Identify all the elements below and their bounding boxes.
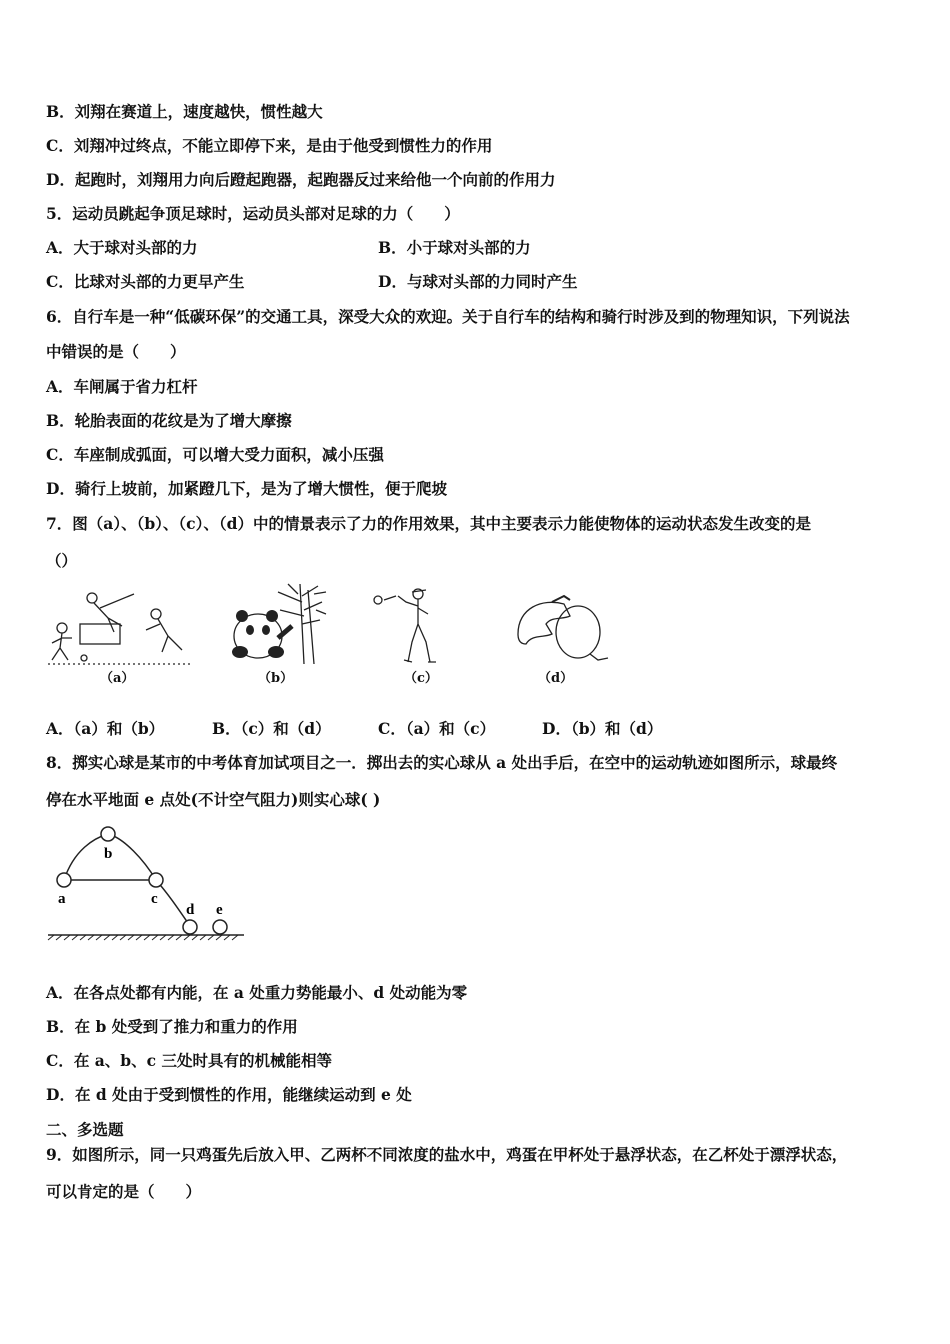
- q6-option-b: B．轮胎表面的花纹是为了增大摩擦: [46, 411, 292, 430]
- q7-caption-c: （c）: [404, 671, 438, 686]
- label-a: a: [58, 891, 66, 907]
- q7-option-a: A．（a）和（b）: [46, 719, 165, 738]
- q7-option-c: C．（a）和（c）: [378, 719, 496, 738]
- ball-e: [213, 920, 227, 934]
- q7-stem-line2: （）: [46, 551, 78, 570]
- q5-stem: 5．运动员跳起争顶足球时，运动员头部对足球的力（ ）: [46, 204, 460, 223]
- q5-option-d: D．与球对头部的力同时产生: [378, 272, 578, 291]
- q8-trajectory-figure: [44, 820, 248, 944]
- label-e: e: [216, 902, 223, 918]
- q8-stem-line2: 停在水平地面 e 点处(不计空气阻力)则实心球( ): [46, 790, 381, 809]
- q9-stem-line1: 9．如图所示，同一只鸡蛋先后放入甲、乙两杯不同浓度的盐水中，鸡蛋在甲杯处于悬浮状态，在乙杯处于漂浮状态，: [46, 1145, 848, 1164]
- label-b: b: [104, 846, 113, 862]
- q6-stem-line2: 中错误的是（ ）: [46, 342, 186, 361]
- q4-option-b: B．刘翔在赛道上，速度越快，惯性越大: [46, 102, 323, 121]
- q8-stem-line1: 8．掷实心球是某市的中考体育加试项目之一．掷出去的实心球从 a 处出手后，在空中的运动轨迹如图所示，球最终: [46, 753, 838, 772]
- q7-caption-a: （a）: [100, 671, 135, 686]
- q7-caption-b: （b）: [258, 671, 294, 686]
- ball-a: [57, 873, 71, 887]
- ball-c: [149, 873, 163, 887]
- trajectory-path-descent: [156, 880, 190, 926]
- q7-figure-b: [218, 580, 328, 668]
- label-d: d: [186, 902, 195, 918]
- q7-option-b: B．（c）和（d）: [212, 719, 331, 738]
- q5-option-b: B．小于球对头部的力: [378, 238, 531, 257]
- section-heading: 二、多选题: [46, 1120, 124, 1139]
- label-c: c: [151, 891, 158, 907]
- q7-figure-a: [44, 588, 194, 668]
- q7-caption-d: （d）: [538, 671, 574, 686]
- q4-option-c: C．刘翔冲过终点，不能立即停下来，是由于他受到惯性力的作用: [46, 136, 493, 155]
- q7-stem-line1: 7．图（a）、（b）、（c）、（d）中的情景表示了力的作用效果，其中主要表示力能使物体的运动状态发生改变的是: [46, 514, 811, 533]
- q5-option-a: A．大于球对头部的力: [46, 238, 198, 257]
- q7-figure-d: [512, 594, 612, 670]
- q8-option-c: C．在 a、b、c 三处时具有的机械能相等: [46, 1051, 332, 1070]
- q6-option-c: C．车座制成弧面，可以增大受力面积，减小压强: [46, 445, 384, 464]
- q7-option-d: D．（b）和（d）: [542, 719, 663, 738]
- q9-stem-line2: 可以肯定的是（ ）: [46, 1182, 202, 1201]
- q6-stem-line1: 6．自行车是一种“低碳环保”的交通工具，深受大众的欢迎。关于自行车的结构和骑行时涉及到的物理知识，下列说法: [46, 307, 850, 326]
- q8-option-a: A．在各点处都有内能，在 a 处重力势能最小、d 处动能为零: [46, 983, 468, 1002]
- q6-option-d: D．骑行上坡前，加紧蹬几下，是为了增大惯性，便于爬坡: [46, 479, 447, 498]
- q4-option-d: D．起跑时，刘翔用力向后蹬起跑器，起跑器反过来给他一个向前的作用力: [46, 170, 556, 189]
- q5-option-c: C．比球对头部的力更早产生: [46, 272, 245, 291]
- q7-figure-c: [368, 584, 448, 668]
- q8-option-b: B．在 b 处受到了推力和重力的作用: [46, 1017, 298, 1036]
- ball-d: [183, 920, 197, 934]
- q6-option-a: A．车闸属于省力杠杆: [46, 377, 198, 396]
- q8-option-d: D．在 d 处由于受到惯性的作用，能继续运动到 e 处: [46, 1085, 412, 1104]
- ball-b: [101, 827, 115, 841]
